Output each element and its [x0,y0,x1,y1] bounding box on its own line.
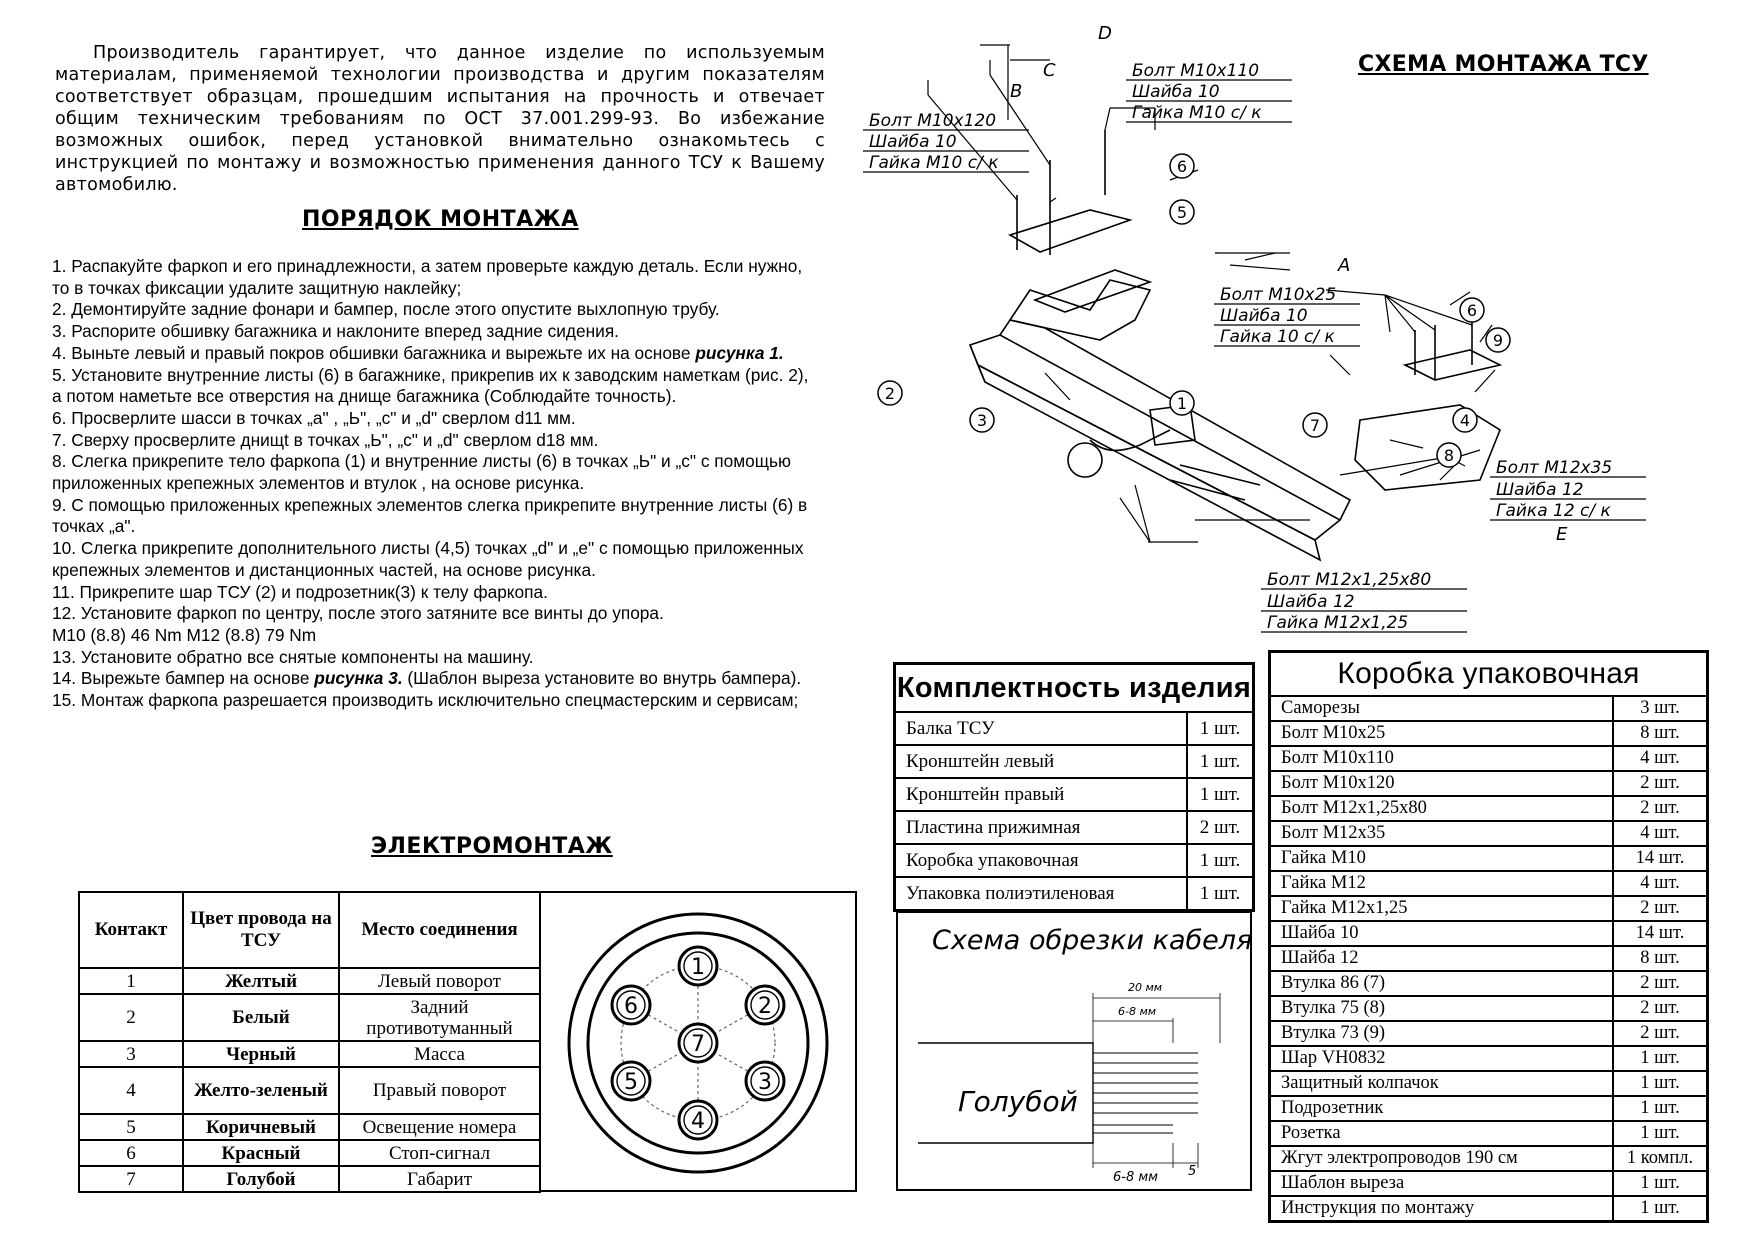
assembly-steps [52,256,822,712]
intro-paragraph [55,42,825,196]
wiring-color: Коричневый [183,1114,339,1140]
plug-pin-label: 2 [758,994,772,1019]
wiring-connection: Стоп-сигнал [339,1140,540,1166]
box-item-qty: 4 шт. [1613,746,1706,771]
plug-pin-7 [679,1024,717,1062]
assembly-step: 3. Распорите обшивку багажника и наклоните вперед задние сидения. [52,321,619,342]
wire-color-label: Голубой [958,1085,1078,1118]
box-row [1271,1021,1706,1046]
plug-pin-label: 5 [624,1070,638,1095]
box-item-name: Шаблон выреза [1271,1171,1613,1196]
part-circles [878,154,1510,467]
box-title: Коробка упаковочная [1337,657,1640,690]
callout-washer-10-d: Шайба 10 [1132,82,1220,102]
box-item-name: Гайка М12 [1271,871,1613,896]
dim-68-top-label: 6-8 мм [1118,1005,1157,1018]
callout-washer-12-e: Шайба 12 [1496,480,1584,500]
cable-cut-diagram [896,911,1252,1191]
box-item-qty: 2 шт. [1613,896,1706,921]
callout-bolt-m10x25: Болт М10х25 [1220,285,1337,305]
box-item-qty: 1 шт. [1613,1121,1706,1146]
installation-diagram [860,20,1690,650]
kit-row [896,844,1252,877]
box-item-name: Шайба 10 [1271,921,1613,946]
wiring-row [79,1067,540,1114]
plug-pin-6 [612,986,650,1024]
wiring-header-row [79,892,540,968]
box-item-qty: 2 шт. [1613,971,1706,996]
box-item-name: Шар VH0832 [1271,1046,1613,1071]
callout-bolt-m10x120: Болт М10х120 [869,111,997,131]
letter-a: A [1338,255,1351,276]
box-row [1271,696,1706,721]
cable-wires [1093,1053,1198,1133]
wiring-color: Белый [183,994,339,1041]
kit-item-qty: 1 шт. [1187,877,1252,909]
wiring-row [79,968,540,994]
ball-neck [1090,430,1170,450]
box-row [1271,971,1706,996]
plug-pin-label: 3 [758,1070,772,1095]
wiring-connection: Задний противотуманный [339,994,540,1041]
callout-bolt-m10x110: Болт М10х110 [1132,61,1260,81]
kit-item-name: Кронштейн правый [896,778,1187,811]
assembly-step: 4. Выньте левый и правый покров обшивки багажника и вырежьте их на основе рисунка 1. [52,342,784,363]
electro-heading: ЭЛЕКТРОМОНТАЖ [371,834,613,859]
callout-nut-m12x125: Гайка М12х1,25 [1267,613,1409,633]
header-contact: Контакт [79,892,183,968]
box-row [1271,996,1706,1021]
assembly-step: 5. Установите внутренние листы (6) в багажнике, прикрепив их к заводским наметкам (рис. 2), а потом наметьте все отверстия на днище багажника (Соблюдайте точность). [52,364,809,407]
wiring-contact: 2 [79,994,183,1041]
box-row [1271,721,1706,746]
box-item-qty: 2 шт. [1613,996,1706,1021]
wiring-contact: 6 [79,1140,183,1166]
wiring-contact: 7 [79,1166,183,1192]
dim-68-bottom-label: 6-8 мм [1113,1170,1158,1185]
box-item-name: Саморезы [1271,696,1613,721]
kit-item-name: Пластина прижимная [896,811,1187,844]
box-item-qty: 8 шт. [1613,721,1706,746]
wiring-connection: Правый поворот [339,1067,540,1114]
box-item-qty: 1 шт. [1613,1171,1706,1196]
wiring-table [78,891,541,1193]
part-number: 9 [1492,331,1504,350]
box-item-qty: 14 шт. [1613,846,1706,871]
wiring-row [79,1166,540,1192]
box-item-name: Жгут электропроводов 190 см [1271,1146,1613,1171]
box-item-qty: 1 шт. [1613,1046,1706,1071]
assembly-step: 6. Просверлите шасси в точках „а" , „Ь", „с" и „d" сверлом d11 мм. [52,407,576,428]
wiring-color: Желтый [183,968,339,994]
assembly-step: 1. Распакуйте фаркоп и его принадлежности, а затем проверьте каждую деталь. Если нужно, то в точках фиксации удалите защитную наклейку; [52,256,803,298]
assembly-step: 2. Демонтируйте задние фонари и бампер, после этого опустите выхлопную трубу. [52,299,720,320]
plug-pin-1 [679,947,717,985]
plug-diagram [541,891,857,1192]
letter-d: D [1098,23,1112,44]
header-connection: Место соединения [339,892,540,968]
kit-item-name: Кронштейн левый [896,745,1187,778]
box-item-name: Болт М12х35 [1271,821,1613,846]
box-item-qty: 4 шт. [1613,871,1706,896]
box-item-qty: 1 шт. [1613,1071,1706,1096]
box-row [1271,796,1706,821]
part-number: 8 [1443,446,1455,465]
callout-bolt-m12x125x80: Болт М12х1,25х80 [1267,570,1432,590]
kit-item-qty: 1 шт. [1187,745,1252,778]
box-item-name: Инструкция по монтажу [1271,1196,1613,1220]
box-item-qty: 2 шт. [1613,796,1706,821]
kit-item-qty: 1 шт. [1187,713,1252,745]
letter-b: B [1010,81,1023,102]
plug-pin-label: 6 [624,994,638,1019]
box-row [1271,896,1706,921]
kit-item-qty: 1 шт. [1187,778,1252,811]
wiring-color: Черный [183,1041,339,1067]
box-row [1271,1146,1706,1171]
kit-row [896,778,1252,811]
box-row [1271,871,1706,896]
assembly-step: 11. Прикрепите шар ТСУ (2) и подрозетник(3) к телу фаркопа. [52,581,548,602]
plug-pinout-svg [541,893,855,1192]
box-item-qty: 2 шт. [1613,1021,1706,1046]
letter-e: E [1556,524,1568,545]
box-item-name: Защитный колпачок [1271,1071,1613,1096]
box-item-name: Втулка 75 (8) [1271,996,1613,1021]
dim-5-label: 5 [1188,1164,1197,1179]
part-number: 4 [1459,411,1471,430]
part-number: 2 [884,384,896,403]
plug-pin-4 [679,1101,717,1139]
plug-pin-label: 4 [691,1109,705,1134]
cable-title: Схема обрезки кабеля [932,925,1250,956]
callout-nut-12-e: Гайка 12 с/ к [1496,501,1611,521]
kit-item-name: Балка ТСУ [906,717,995,739]
box-item-qty: 3 шт. [1613,696,1706,721]
bracket-right [1355,405,1500,490]
wiring-connection: Левый поворот [339,968,540,994]
box-row [1271,921,1706,946]
box-item-name: Болт М10х110 [1271,746,1613,771]
assembly-heading: ПОРЯДОК МОНТАЖА [302,207,579,232]
assembly-step: M10 (8.8) 46 Nm M12 (8.8) 79 Nm [52,624,317,645]
assembly-step: 15. Монтаж фаркопа разрешается производить исключительно спецмастерским и сервисам; [52,690,799,711]
wiring-row [79,994,540,1041]
part-number: 3 [976,411,988,430]
box-row [1271,1196,1706,1220]
box-row [1271,771,1706,796]
box-item-qty: 1 шт. [1613,1196,1706,1220]
beam-top [1000,320,1350,520]
part-number: 6 [1466,301,1478,320]
callout-nut-10-a: Гайка 10 с/ к [1220,327,1335,347]
plate-6-left [1010,210,1130,252]
callout-washer-10-a: Шайба 10 [1220,306,1308,326]
part-number: 7 [1309,416,1321,435]
box-row [1271,1121,1706,1146]
box-item-qty: 14 шт. [1613,921,1706,946]
box-row [1271,1096,1706,1121]
header-wire-color: Цвет провода на ТСУ [183,892,339,968]
box-item-name: Розетка [1271,1121,1613,1146]
box-item-name: Подрозетник [1271,1096,1613,1121]
diagram-labels [863,23,1646,633]
box-row [1271,746,1706,771]
schema-title: СХЕМА МОНТАЖА ТСУ [1358,52,1649,77]
box-item-qty: 2 шт. [1613,771,1706,796]
assembly-step: 10. Слегка прикрепите дополнительного листы (4,5) точках „d" и „е" с помощью приложенных крепежных элементов и дистанционных частей, на основе рисунка. [52,538,804,580]
wiring-connection: Габарит [339,1166,540,1192]
assembly-step: 12. Установите фаркоп по центру, после этого затяните все винты до упора. [52,603,664,624]
cable-cut-svg [898,913,1250,1189]
assembly-step: 14. Вырежьте бампер на основе рисунка 3. (Шаблон выреза установите во внутрь бампера). [52,668,802,689]
wiring-row [79,1041,540,1067]
kit-row [896,713,1252,745]
box-item-qty: 4 шт. [1613,821,1706,846]
plug-pin-label: 1 [691,955,705,980]
box-item-name: Болт М10х25 [1271,721,1613,746]
intro-text: Производитель гарантирует, что данное изделие по используемым материалам, применяемой технологии производства и другим показателям соответствует образцам, прошедшим испытания на прочность и отвечает общим техническим требованиям по ОСТ 37.001.299-93. Во избежание возможных ошибок, перед установкой внимательно ознакомьтесь с инструкцией по монтажу и возможностью применения данного ТСУ к Вашему автомобилю. [55,43,825,195]
box-item-name: Шайба 12 [1271,946,1613,971]
box-item-name: Втулка 73 (9) [1271,1021,1613,1046]
callout-bolt-m12x35: Болт М12х35 [1496,458,1613,478]
box-row [1271,1071,1706,1096]
plug-pin-2 [746,986,784,1024]
callout-nut-m10-d: Гайка М10 с/ к [1132,103,1262,123]
wiring-row [79,1140,540,1166]
wiring-contact: 1 [79,968,183,994]
kit-item-qty: 1 шт. [1187,844,1252,877]
callout-nut-m10-b: Гайка М10 с/ к [869,153,999,173]
tow-ball [1068,443,1102,477]
wiring-color: Желто-зеленый [183,1067,339,1114]
kit-table [893,662,1255,912]
box-item-name: Гайка М10 [1271,846,1613,871]
part-number: 5 [1176,203,1188,222]
box-items [1271,695,1706,1220]
box-item-qty: 8 шт. [1613,946,1706,971]
box-row [1271,846,1706,871]
plate-6-right [1405,350,1500,380]
part-number: 6 [1176,157,1188,176]
tow-beam-side [978,365,1320,560]
box-row [1271,946,1706,971]
dim-20-label: 20 мм [1128,981,1163,994]
wiring-color: Красный [183,1140,339,1166]
box-item-qty: 1 шт. [1613,1096,1706,1121]
assembly-step: 7. Сверху просверлите днищt в точках „Ь", „с" и „d" сверлом d18 мм. [52,429,599,450]
kit-row [896,811,1252,844]
callout-washer-12: Шайба 12 [1267,592,1355,612]
wiring-row [79,1114,540,1140]
pins-group [612,947,784,1139]
assembly-step: 9. С помощью приложенных крепежных элементов слегка прикрепите внутренние листы (6) в точках „а". [52,494,808,537]
assembly-step: 8. Слегка прикрепите тело фаркопа (1) и внутренние листы (6) в точках „Ь" и „с" с помощью приложенных крепежных элементов и втулок , на основе рисунка. [52,451,791,494]
plug-pin-label: 7 [691,1032,705,1057]
box-table [1268,650,1709,1223]
box-row [1271,1171,1706,1196]
wiring-connection: Освещение номера [339,1114,540,1140]
wiring-connection: Масса [339,1041,540,1067]
box-row [1271,821,1706,846]
kit-row [896,745,1252,778]
callout-washer-10-b: Шайба 10 [869,132,957,152]
letter-c: C [1043,60,1056,81]
plug-pin-5 [612,1062,650,1100]
box-item-name: Болт М10х120 [1271,771,1613,796]
kit-item-name: Упаковка полиэтиленовая [896,877,1187,909]
plug-pin-3 [746,1062,784,1100]
part-number: 1 [1176,394,1188,413]
wiring-contact: 3 [79,1041,183,1067]
kit-item-qty: 2 шт. [1187,811,1252,844]
wiring-color: Голубой [183,1166,339,1192]
wiring-contact: 5 [79,1114,183,1140]
kit-row [896,877,1252,909]
box-item-name: Втулка 86 (7) [1271,971,1613,996]
box-item-qty: 1 компл. [1613,1146,1706,1171]
kit-title: Комплектность изделия [896,665,1252,713]
box-row [1271,1046,1706,1071]
assembly-step: 13. Установите обратно все снятые компоненты на машину. [52,646,534,667]
kit-items [896,713,1252,909]
wiring-contact: 4 [79,1067,183,1114]
box-item-name: Болт М12х1,25х80 [1271,796,1613,821]
kit-item-name: Коробка упаковочная [896,844,1187,877]
box-item-name: Гайка М12х1,25 [1271,896,1613,921]
